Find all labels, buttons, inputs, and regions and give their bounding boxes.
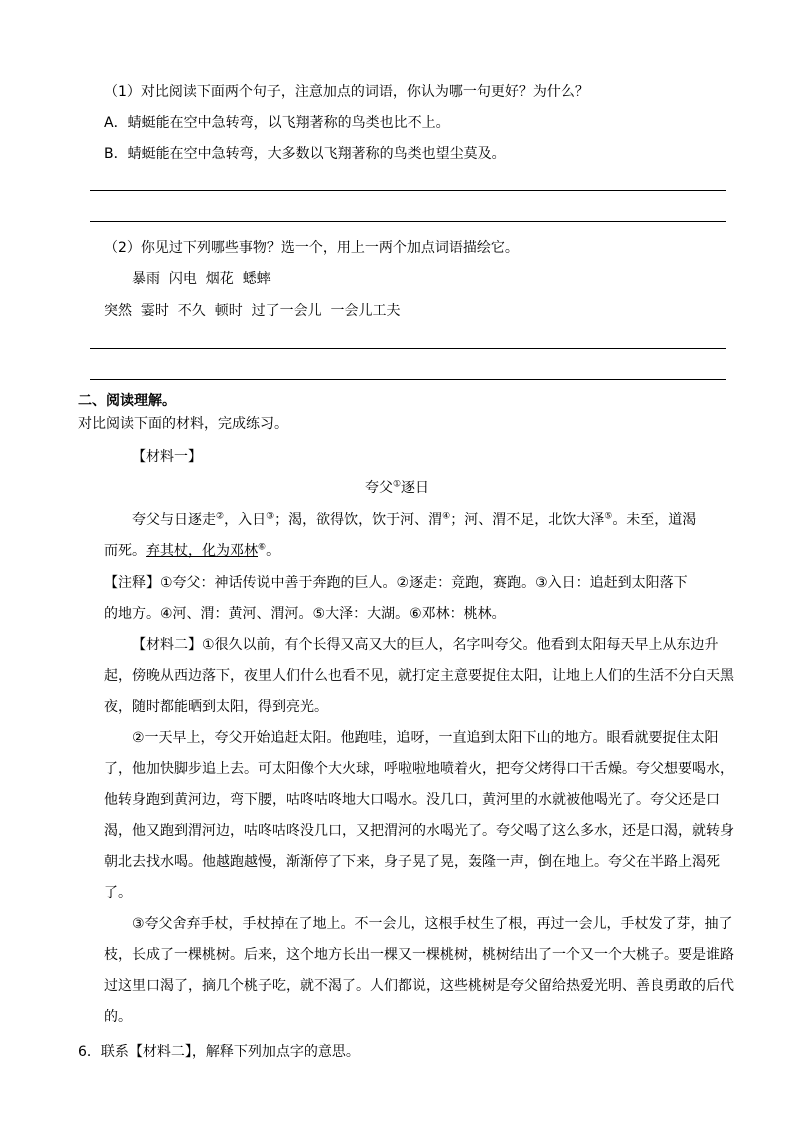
material1-label: 【材料一】 — [132, 449, 202, 465]
title-text: 夸父 — [364, 480, 393, 496]
q6-prompt: 6．联系【材料二】，解释下列加点字的意思。 — [78, 1044, 360, 1060]
section-heading: 二、阅读理解。 — [78, 393, 176, 409]
q2-things: 暴雨 闪电 烟花 蟋蟀 — [132, 271, 271, 287]
underlined-sentence: 弃其杖，化为邓林 — [146, 543, 258, 559]
answer-line — [90, 190, 726, 191]
footnote-marker: ① — [392, 479, 402, 490]
classical-text: 夸父与日逐走 — [132, 512, 216, 528]
q2-words: 突然 霎时 不久 顿时 过了一会儿 一会儿工夫 — [104, 303, 401, 319]
classical-text: 而死。 — [104, 543, 146, 559]
classical-text: ；河、渭不足，北饮大泽 — [450, 512, 605, 528]
answer-line — [90, 379, 726, 380]
notes-line1: 【注释】①夸父：神话传说中善于奔跑的巨人。②逐走：竞跑，赛跑。③入日：追赶到太阳落下 — [104, 575, 688, 591]
material2-paragraph-3: ③夸父舍弃手杖，手杖掉在了地上。不一会儿，这根手杖生了根，再过一会儿，手杖发了芽，抽了枝，长成了一棵桃树。后来，这个地方长出一棵又一棵桃树，桃树结出了一个又一个大桃子。要是谁路过这里口渴了，摘几个桃子吃，就不渴了。人们都说，这些桃树是夸父留给热爱光明、善良勇敢的后代的。 — [104, 916, 734, 1025]
material1-title — [0, 478, 794, 498]
q1-prompt: （1）对比阅读下面两个句子，注意加点的词语，你认为哪一句更好？为什么？ — [104, 84, 589, 100]
classical-text: ，入日 — [224, 512, 267, 528]
q1-option-b: B．蜻蜓能在空中急转弯，大多数以飞翔著称的鸟类也望尘莫及。 — [104, 146, 506, 162]
material1-line2 — [104, 541, 280, 561]
section-instruction: 对比阅读下面的材料，完成练习。 — [78, 416, 288, 432]
footnote-marker: ⑤ — [604, 511, 613, 522]
title-text: 逐日 — [401, 480, 430, 496]
classical-text: ；渴，欲得饮，饮于河、渭 — [274, 512, 443, 528]
footnote-marker: ④ — [442, 511, 451, 522]
q2-prompt: （2）你见过下列哪些事物？选一个，用上一两个加点词语描绘它。 — [104, 240, 519, 256]
notes-line2: 的地方。④河、渭：黄河、渭河。⑤大泽：大湖。⑥邓林：桃林。 — [104, 606, 506, 622]
footnote-marker: ② — [216, 511, 225, 522]
material2-paragraph-2: ②一天早上，夸父开始追赶太阳。他跑哇，追呀，一直追到太阳下山的地方。眼看就要捉住太阳了，他加快脚步追上去。可太阳像个大火球，呼啦啦地喷着火，把夸父烤得口干舌燥。夸父想要喝水，他转身跑到黄河边，弯下腰，咕咚咕咚地大口喝水。没几口，黄河里的水就被他喝光了。夸父还是口渴，他又跑到渭河边，咕咚咕咚没几口，又把渭河的水喝光了。夸父喝了这么多水，还是口渴，就转身朝北去找水喝。他越跑越慢，渐渐停了下来，身子晃了晃，轰隆一声，倒在地上。夸父在半路上渴死了。 — [104, 730, 734, 901]
answer-line — [90, 221, 726, 222]
material1-line1 — [132, 510, 696, 530]
classical-text: 。未至，道渴 — [612, 512, 697, 528]
classical-text: 。 — [266, 543, 281, 559]
answer-line — [90, 348, 726, 349]
footnote-marker: ⑥ — [258, 542, 267, 553]
footnote-marker: ③ — [266, 511, 275, 522]
q1-option-a: A．蜻蜓能在空中急转弯，以飞翔著称的鸟类也比不上。 — [104, 115, 450, 131]
material2-paragraph-1: 【材料二】①很久以前，有个长得又高又大的巨人，名字叫夸父。他看到太阳每天早上从东边升起，傍晚从西边落下，夜里人们什么也看不见，就打定主意要捉住太阳，让地上人们的生活不分白天黑夜，随时都能晒到太阳，得到亮光。 — [104, 637, 734, 715]
